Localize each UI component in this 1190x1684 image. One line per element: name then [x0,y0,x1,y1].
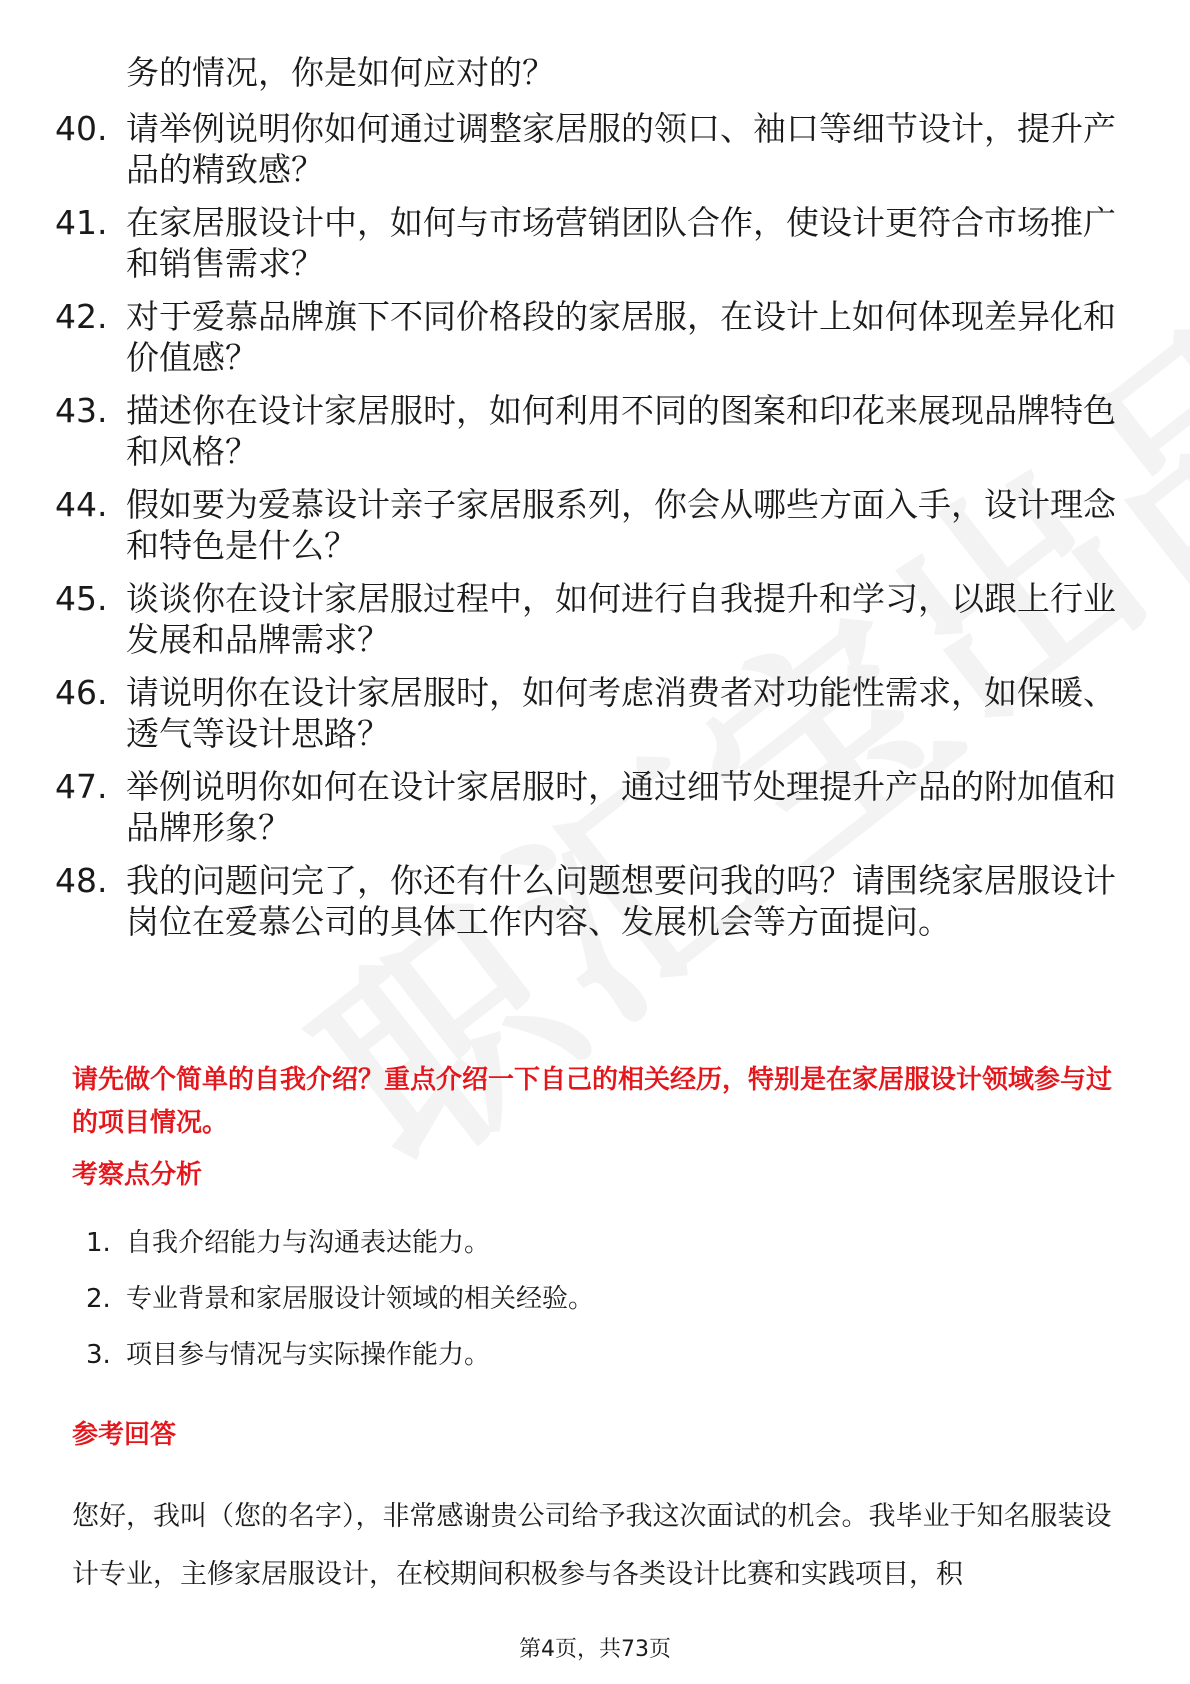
analysis-number: 3. [86,1340,111,1370]
question-number: 42. [55,297,108,336]
analysis-text: 专业背景和家居服设计领域的相关经验。 [126,1284,595,1314]
question-list [55,108,1125,954]
question-text: 谈谈你在设计家居服过程中，如何进行自我提升和学习，以跟上行业发展和品牌需求？ [126,579,1116,659]
analysis-heading: 考察点分析 [72,1160,203,1190]
question-item [55,860,1125,942]
question-text: 举例说明你如何在设计家居服时，通过细节处理提升产品的附加值和品牌形象？ [126,767,1116,847]
question-text: 在家居服设计中，如何与市场营销团队合作，使设计更符合市场推广和销售需求？ [126,203,1116,283]
analysis-item [86,1282,594,1316]
reference-answer: 您好，我叫（您的名字），非常感谢贵公司给予我这次面试的机会。我毕业于知名服装设计专业，主修家居服设计，在校期间积极参与各类设计比赛和实践项目，积 [72,1501,1112,1590]
question-item [55,202,1125,284]
question-number: 47. [55,767,108,806]
reference-heading: 参考回答 [72,1420,177,1450]
analysis-item [86,1226,594,1260]
question-text: 描述你在设计家居服时，如何利用不同的图案和印花来展现品牌特色和风格？ [126,391,1116,471]
question-text: 假如要为爱慕设计亲子家居服系列，你会从哪些方面入手，设计理念和特色是什么？ [126,485,1116,565]
analysis-item [86,1338,594,1372]
question-item [55,766,1125,848]
question-item [55,296,1125,378]
question-text: 我的问题问完了，你还有什么问题想要问我的吗？请围绕家居服设计岗位在爱慕公司的具体工作内容、发展机会等方面提问。 [126,861,1116,941]
question-number: 46. [55,673,108,712]
question-number: 44. [55,485,108,524]
question-item [55,484,1125,566]
question-item [55,390,1125,472]
question-number: 40. [55,109,108,148]
page-footer: 第4页，共73页 [519,1637,671,1662]
analysis-number: 1. [86,1228,111,1258]
question-number: 45. [55,579,108,618]
analysis-text: 项目参与情况与实际操作能力。 [126,1340,491,1370]
question-text: 对于爱慕品牌旗下不同价格段的家居服，在设计上如何体现差异化和价值感？ [126,297,1116,377]
analysis-number: 2. [86,1284,111,1314]
question-number: 43. [55,391,108,430]
question-item [55,578,1125,660]
analysis-list [86,1226,594,1394]
question-continuation: 务的情况，你是如何应对的？ [126,53,555,92]
analysis-text: 自我介绍能力与沟通表达能力。 [126,1228,491,1258]
question-text: 请举例说明你如何通过调整家居服的领口、袖口等细节设计，提升产品的精致感？ [126,109,1116,189]
question-number: 48. [55,861,108,900]
question-item [55,108,1125,190]
question-number: 41. [55,203,108,242]
question-item [55,672,1125,754]
question-text: 请说明你在设计家居服时，如何考虑消费者对功能性需求，如保暖、透气等设计思路？ [126,673,1116,753]
highlighted-question: 请先做个简单的自我介绍？重点介绍一下自己的相关经历，特别是在家居服设计领域参与过的项目情况。 [72,1065,1113,1138]
